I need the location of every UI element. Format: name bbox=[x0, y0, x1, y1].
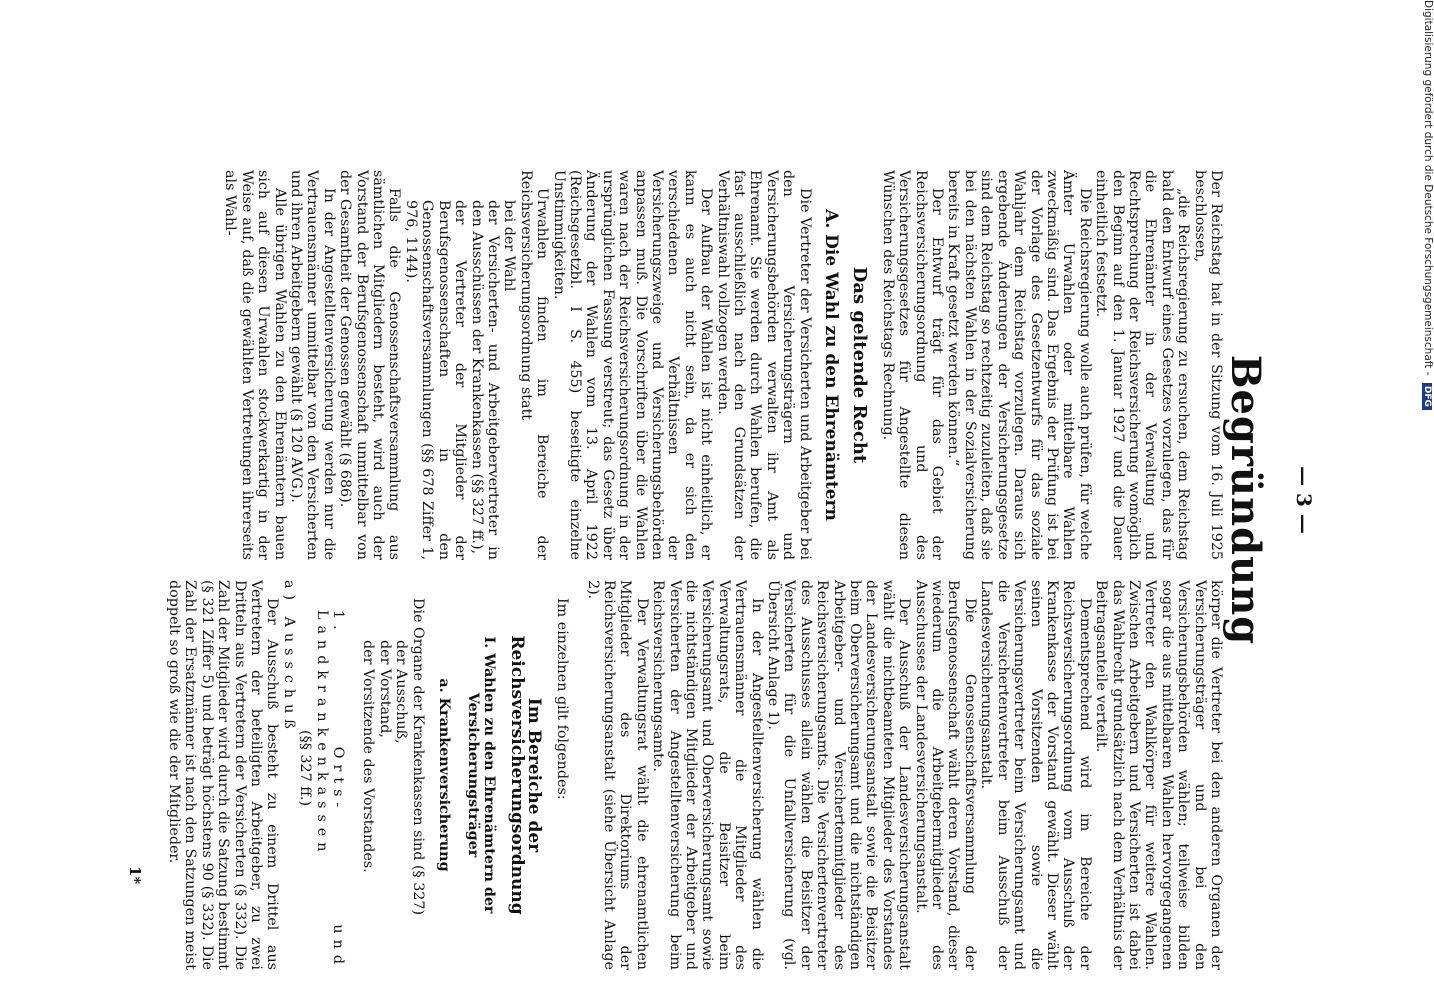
paragraph: Die Reichsregierung wolle auch prüfen, für welche Ämter Urwahlen oder mittelbare Wahlen zweckmäßig sind. Das Ergebnis der Prüfung ist bei der Vorlage des Gesetzentwurfs für das soziale Wahljahr dem Reichstag vorzulegen. Daraus sich ergebende Änderungen der Versicherungsgesetze sind dem Reichstag so rechtzeitig zuzuleiten, daß sie bei den nächsten Wahlen in der Sozialversicherung bereits in Kraft gesetzt werden können.“ bbox=[945, 170, 1093, 560]
paragraph: Die Vertreter der Versicherten und Arbeitgeber bei den Versicherungsträgern und Versicherungsbehörden verwalten ihr Amt als Ehrenamt. Sie werden durch Wahlen berufen, die fast ausschließlich nach den Grundsätzen der Verhältniswahl vollzogen werden. bbox=[714, 170, 813, 560]
section-heading: Das geltende Recht bbox=[849, 266, 871, 464]
paragraph: Die Organe der Krankenkassen sind (§ 327) bbox=[409, 598, 426, 916]
subsection-heading: A. Die Wahl zu den Ehrenämtern bbox=[821, 209, 842, 521]
subheading: 1. Orts- und Landkrankenkassen bbox=[313, 610, 347, 970]
paragraph: Der Ausschuß besteht zu einem Drittel aus Vertretern der beteiligten Arbeitgeber, zu zwei Dritteln aus Vertretern der Versicherten (§ 332). Die Zahl der Mitglieder wird durch die Satzung bestimmt (§ 321 Ziffer 5) und beträgt höchstens 90 (§ 332). Die Zahl der Ersatzmänner ist nach den Satzungen meist doppelt so groß wie die der Mitglieder. bbox=[166, 580, 281, 970]
paragraph: Urwahlen finden im Bereiche der Reichsversicherungsordnung statt bbox=[517, 170, 551, 560]
spacer bbox=[346, 580, 360, 970]
paragraph: Der Ausschuß der Landesversicherungsanstalt wählt die nichtbeamteten Mitglieder des Vorstandes der Landesversicherungsanstalt sowie die Beisitzer beim Oberversicherungsamt und die nichtständigen Arbeitgeber- und Versichertenmitglieder des Reichsversicherungsamts. Die Versichertenvertreter des Ausschusses allein wählen die Beisitzer der Versicherten für die Unfallversicherung (vgl. Übersicht Anlage 1). bbox=[765, 580, 913, 970]
subheading: a) Ausschuß bbox=[280, 580, 297, 735]
subsection-heading: I. Wahlen zu den Ehrenämtern der Versicherungsträger bbox=[464, 636, 497, 914]
dfg-logo-icon: DFG bbox=[1422, 383, 1432, 410]
paragraph: Die Genossenschaftsversammlung der Berufsgenossenschaft wählt deren Vorstand, dieser wiederum die Arbeitgebermitglieder des Ausschusses der Landesversicherungsanstalt. bbox=[912, 580, 978, 970]
page-number: — 3 — bbox=[1292, 466, 1316, 534]
quotation: „die Reichsregierung zu ersuchen, dem Reichstag bald den Entwurf eines Gesetzes vorzulegen, das für die Ehrenämter in der Verwaltung und Rechtsprechung der Reichsversicherung womöglich den Beginn auf den 1. Januar 1927 und die Dauer einheitlich festsetzt. bbox=[1093, 170, 1192, 560]
paragraph: Der Aufbau der Wahlen ist nicht einheitlich, er kann es auch nicht sein, da er sich den verschiedenen Verhältnissen der Versicherungszweige und Versicherungsbehörden anpassen muß. Die Vorschriften über die Wahlen waren nach der Reichsversicherungsordnung in der ursprünglichen Fassung verstreut; das Gesetz über Änderung der Wahlen vom 13. April 1922 (Reichsgesetzbl. I S. 455) beseitigte einzelne Unstimmigkeiten. bbox=[550, 170, 715, 560]
paragraph: Der Entwurf trägt für das Gebiet der Reichsversicherungsordnung und des Versicherungsgesetzes für Angestellte diesen Wünschen des Reichstags Rechnung. bbox=[879, 170, 946, 560]
page-title: Begründung bbox=[1222, 354, 1269, 646]
paragraph: Dementsprechend wird im Bereiche der Reichsversicherungsordnung vom Ausschuß der Krankenkasse der Vorstand gewählt. Dieser wählt seinen Vorsitzenden sowie die Versicherungsvertreter beim Versicherungsamt und die Versichertenvertreter beim Ausschuß der Landesversicherungsanstalt. bbox=[978, 580, 1093, 970]
paragraph: Alle übrigen Wahlen zu den Ehrenämtern bauen sich auf diesen Urwahlen stockwerkartig in der Weise auf, daß die gewählten Vertretungen ihrerseits als Wahl- bbox=[222, 170, 288, 560]
left-column bbox=[222, 170, 1224, 560]
digitization-credit bbox=[1416, 0, 1434, 1000]
paragraph: Der Verwaltungsrat wählt die ehrenamtlichen Mitglieder des Direktoriums der Reichsversicherungsanstalt (siehe Übersicht Anlage 2). bbox=[584, 580, 650, 970]
paragraph: Der Reichstag hat in der Sitzung vom 16. Juli 1925 beschlossen, bbox=[1191, 170, 1224, 560]
section-heading: Im Bereiche der Reichsversicherungsordnung bbox=[507, 635, 544, 915]
list-item: der Vertreter der Mitglieder der Berufsgenossenschaften in den Genossenschaftsversammlungen (§§ 678 Ziffer 1, 976, 1144). bbox=[402, 200, 469, 560]
list-item: der Vorstand, bbox=[376, 640, 393, 738]
paragraph: Falls die Genossenschaftsversammlung aus sämtlichen Mitgliedern besteht, wird auch der Vorstand der Berufsgenossenschaft unmittelbar von der Gesamtheit der Genossen gewählt (§ 686). bbox=[337, 170, 403, 560]
list-item: der Vorsitzende des Vorstandes. bbox=[360, 640, 377, 873]
paragraph: In der Angestelltenversicherung wählen die Vertrauensmänner die Mitglieder des Verwaltungsrats, die Beisitzer beim Versicherungsamt und Oberversicherungsamt sowie die nichtständigen Mitglieder der Arbeitgeber und Versicherten der Angestelltenversicherung beim Reichsversicherungsamte. bbox=[650, 580, 765, 970]
list-item: der Versicherten- und Arbeitgebervertreter in den Ausschüssen der Krankenkassen (§§ 327 ff.), bbox=[468, 200, 501, 560]
list-item: der Ausschuß, bbox=[393, 640, 410, 744]
paragraph: In der Angestelltenversicherung werden nur die Vertrauensmänner unmittelbar von den Versicherten und ihren Arbeitgebern gewählt (§ 120 AVG.). bbox=[288, 170, 337, 560]
spacer bbox=[570, 580, 584, 970]
credit-text: Digitalisierung gefördert durch die Deutsche Forschungsgemeinschaft - bbox=[1422, 0, 1434, 376]
subheading-ref: (§§ 327 ff.) bbox=[297, 730, 314, 807]
paragraph: körper die Vertreter bei den anderen Organen der Versicherungsträger und bei den Versicherungsbehörden wählen; teilweise bilden sogar die aus mittelbaren Wahlen hervorgegangenen Vertreter den Wahlkörper für weitere Wahlen. Zwischen Arbeitgebern und Versicherten ist dabei das Wahlrecht grundsätzlich nach dem Verhältnis der Beitragsanteile verteilt. bbox=[1093, 580, 1224, 970]
right-column bbox=[166, 580, 1224, 970]
paragraph: Im einzelnen gilt folgendes: bbox=[554, 598, 571, 800]
signature-mark: 1* bbox=[126, 866, 144, 885]
subsubsection-heading: a. Krankenversicherung bbox=[436, 678, 453, 872]
list-item: bei der Wahl bbox=[501, 200, 518, 292]
